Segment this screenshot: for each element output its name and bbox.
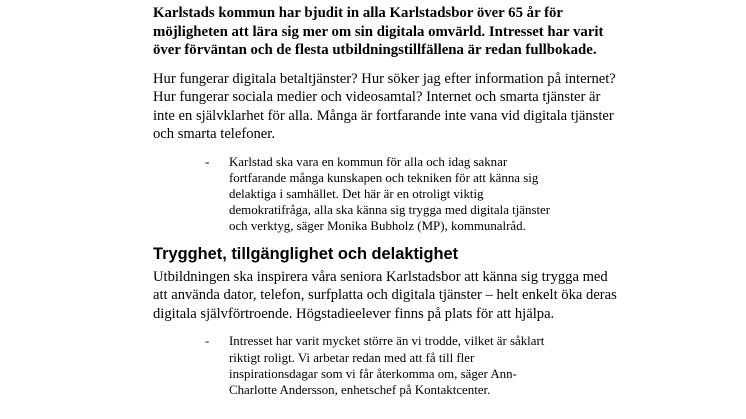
article-page <box>153 0 623 398</box>
lead-paragraph: Karlstads kommun har bjudit in alla Karlstadsbor över 65 år för möjligheten att lära sig mer om sin digitala omvärld. Intresset har varit över förväntan och de flesta utbildningstillfällena är redan fullbokade. <box>153 5 604 58</box>
quote-text: Intresset har varit mycket större än vi trodde, vilket är såklart riktigt roligt. Vi arbetar redan med att få till fler inspirationsdagar som vi får återkomma om, säger Ann-Charlotte Andersson, enhetschef på Kontaktcenter. <box>229 334 545 397</box>
quote-dash: - <box>205 334 210 349</box>
section-heading: Trygghet, tillgänglighet och delaktighet <box>153 244 459 263</box>
intro-paragraph: Hur fungerar digitala betaltjänster? Hur söker jag efter information på internet? Hur fungerar sociala medier och videosamtal? Internet och smarta tjänster är inte en självklarhet för alla. Många är fortfarande inte vana vid digitala tjänster och smarta telefoner. <box>153 70 616 142</box>
quote-block-2 <box>153 333 559 397</box>
quote-block-1 <box>153 154 559 234</box>
body-paragraph: Utbildningen ska inspirera våra seniora Karlstadsbor att känna sig trygga med att använda dator, telefon, surfplatta och digitala tjänster – helt enkelt öka deras digitala självförtroende. Högstadieelever finns på plats för att hjälpa. <box>153 268 617 322</box>
quote-dash: - <box>205 154 210 169</box>
quote-text: Karlstad ska vara en kommun för alla och idag saknar fortfarande många kunskapen och tekniken för att känna sig delaktiga i samhället. Det här är en otroligt viktig demokratifråga, alla ska känna sig trygga med digitala tjänster och verktyg, säger Monika Bubholz (MP), kommunalråd. <box>229 154 551 233</box>
